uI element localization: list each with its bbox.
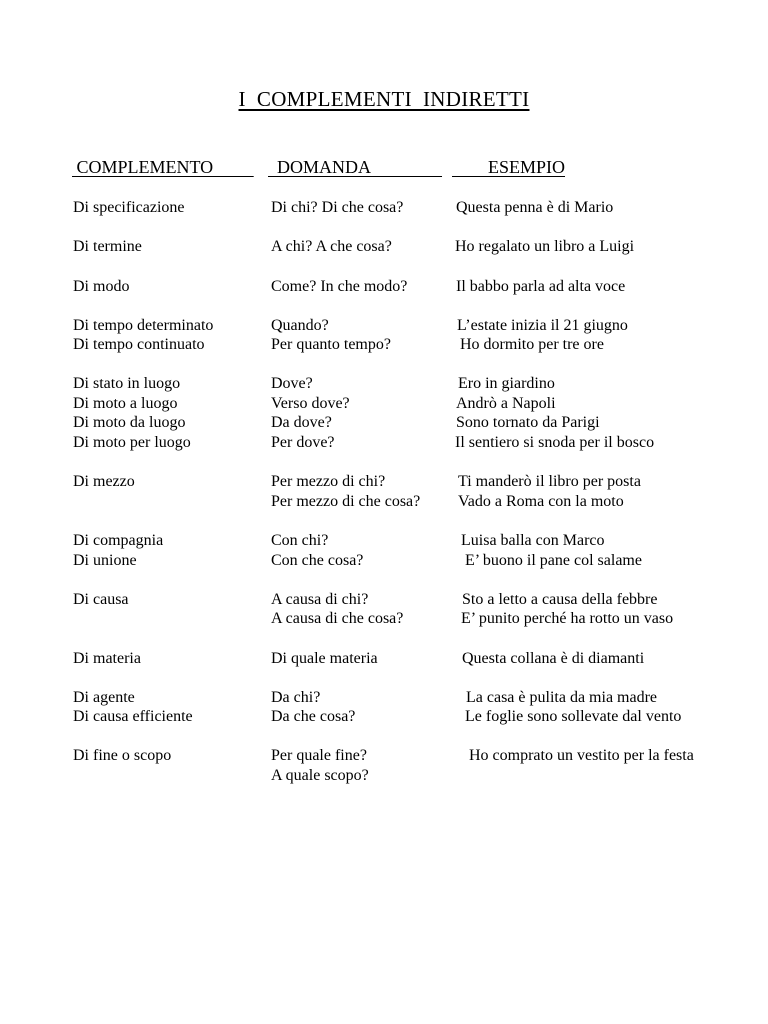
cell-esempio: Vado a Roma con la moto	[458, 493, 624, 510]
cell-esempio: Ti manderò il libro per posta	[458, 473, 641, 490]
page-title: I COMPLEMENTI INDIRETTI	[238, 87, 530, 111]
cell-complemento: Di specificazione	[73, 199, 185, 216]
cell-domanda: A chi? A che cosa?	[271, 238, 392, 255]
cell-esempio: Il babbo parla ad alta voce	[456, 278, 626, 295]
cell-domanda: A causa di che cosa?	[271, 610, 404, 627]
cell-esempio: La casa è pulita da mia madre	[466, 689, 658, 706]
cell-complemento: Di moto per luogo	[73, 434, 191, 451]
header-esempio: ESEMPIO	[452, 157, 566, 177]
cell-domanda: A causa di chi?	[271, 591, 369, 608]
cell-domanda: Di quale materia	[271, 650, 378, 667]
cell-esempio: Luisa balla con Marco	[461, 532, 605, 549]
cell-domanda: Con chi?	[271, 532, 329, 549]
cell-complemento: Di fine o scopo	[73, 747, 172, 764]
cell-esempio: Sono tornato da Parigi	[456, 414, 600, 431]
cell-domanda: Per quanto tempo?	[271, 336, 391, 353]
cell-domanda: Da che cosa?	[271, 708, 356, 725]
cell-complemento: Di agente	[73, 689, 135, 706]
cell-domanda: Per mezzo di che cosa?	[271, 493, 421, 510]
cell-complemento: Di tempo continuato	[73, 336, 205, 353]
cell-complemento: Di materia	[73, 650, 141, 667]
cell-esempio: Ho regalato un libro a Luigi	[455, 238, 635, 255]
cell-esempio: Il sentiero si snoda per il bosco	[455, 434, 655, 451]
cell-esempio: Le foglie sono sollevate dal vento	[465, 708, 682, 725]
cell-complemento: Di mezzo	[73, 473, 135, 490]
cell-esempio: E’ punito perché ha rotto un vaso	[461, 610, 674, 627]
cell-domanda: Per quale fine?	[271, 747, 367, 764]
cell-domanda: Per mezzo di chi?	[271, 473, 386, 490]
cell-domanda: Da chi?	[271, 689, 321, 706]
header-complemento: COMPLEMENTO	[72, 157, 254, 177]
cell-domanda: Per dove?	[271, 434, 335, 451]
cell-domanda: Quando?	[271, 317, 329, 334]
cell-esempio: Andrò a Napoli	[456, 395, 556, 412]
cell-complemento: Di causa efficiente	[73, 708, 193, 725]
cell-complemento: Di tempo determinato	[73, 317, 214, 334]
cell-complemento: Di termine	[73, 238, 142, 255]
cell-domanda: Di chi? Di che cosa?	[271, 199, 404, 216]
cell-esempio: Ero in giardino	[458, 375, 555, 392]
cell-esempio: L’estate inizia il 21 giugno	[457, 317, 628, 334]
cell-complemento: Di causa	[73, 591, 129, 608]
cell-complemento: Di moto da luogo	[73, 414, 186, 431]
cell-complemento: Di stato in luogo	[73, 375, 181, 392]
cell-esempio: Ho comprato un vestito per la festa	[469, 747, 694, 764]
cell-complemento: Di unione	[73, 552, 137, 569]
cell-domanda: Come? In che modo?	[271, 278, 408, 295]
cell-domanda: Verso dove?	[271, 395, 350, 412]
cell-domanda: Dove?	[271, 375, 313, 392]
header-domanda: DOMANDA	[268, 157, 443, 177]
cell-domanda: A quale scopo?	[271, 767, 369, 784]
cell-complemento: Di moto a luogo	[73, 395, 178, 412]
cell-esempio: Sto a letto a causa della febbre	[462, 591, 658, 608]
cell-esempio: Questa collana è di diamanti	[462, 650, 645, 667]
cell-domanda: Da dove?	[271, 414, 332, 431]
cell-complemento: Di modo	[73, 278, 130, 295]
cell-domanda: Con che cosa?	[271, 552, 364, 569]
cell-esempio: Questa penna è di Mario	[456, 199, 614, 216]
cell-complemento: Di compagnia	[73, 532, 164, 549]
cell-esempio: Ho dormito per tre ore	[460, 336, 604, 353]
cell-esempio: E’ buono il pane col salame	[465, 552, 642, 569]
